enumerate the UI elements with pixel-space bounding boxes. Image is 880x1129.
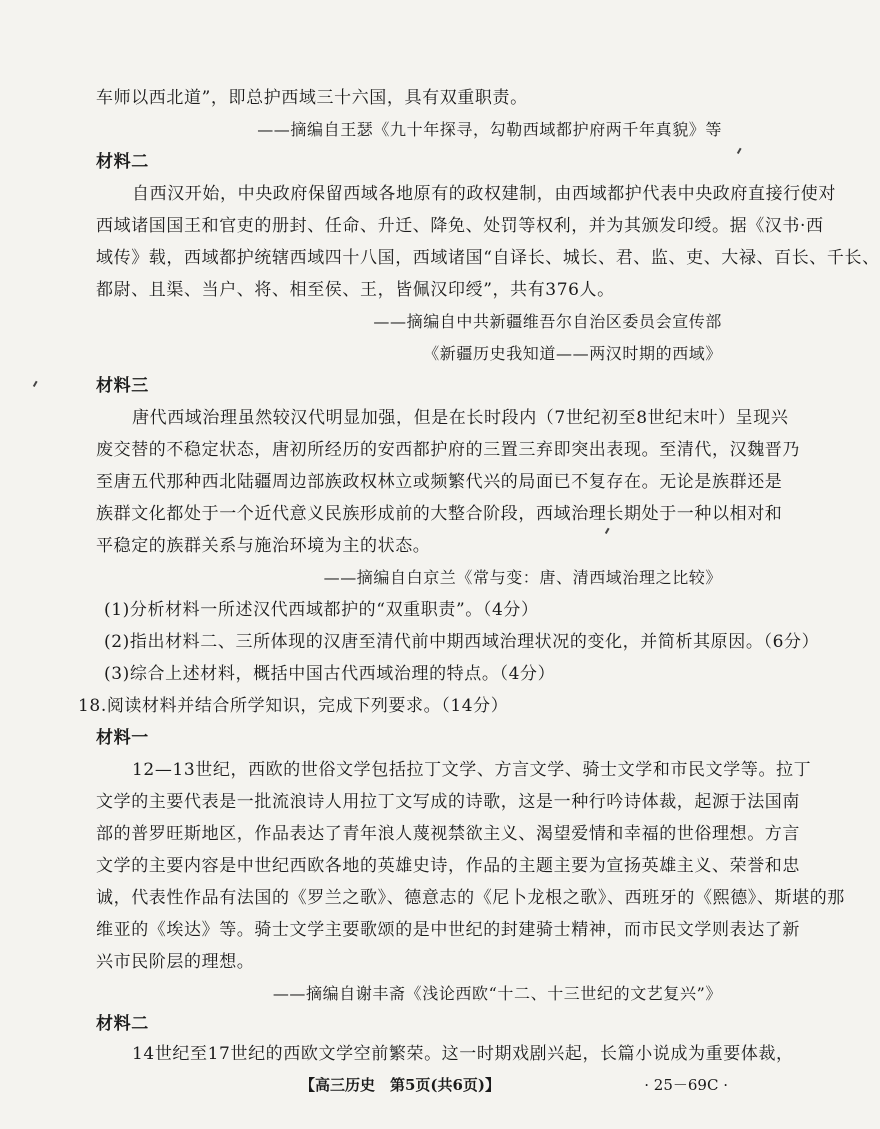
question-item: (3)综合上述材料，概括中国古代西域治理的特点。（4分）: [104, 664, 556, 684]
material-heading: 材料三: [96, 376, 149, 396]
footer-page-label: 【高三历史 第5页(共6页)】: [299, 1076, 501, 1094]
source-citation: ——摘编自中共新疆维吾尔自治区委员会宣传部: [373, 312, 722, 331]
text-line: 文学的主要内容是中世纪西欧各地的英雄史诗，作品的主题主要为宣扬英雄主义、荣誉和忠: [96, 856, 800, 876]
pencil-mark: [33, 381, 37, 387]
source-citation: ——摘编自王瑟《九十年探寻，勾勒西域都护府两千年真貌》等: [257, 120, 722, 139]
question-item: (1)分析材料一所述汉代西域都护的“双重职责”。（4分）: [104, 600, 539, 620]
page-footer: [0, 1072, 800, 1098]
text-line: 诚，代表性作品有法国的《罗兰之歌》、德意志的《尼卜龙根之歌》、西班牙的《熙德》、斯堪的那: [96, 888, 845, 908]
text-line: 自西汉开始，中央政府保留西域各地原有的政权建制，由西域都护代表中央政府直接行使对: [132, 184, 836, 204]
question-item: (2)指出材料二、三所体现的汉唐至清代前中期西域治理状况的变化，并简析其原因。（6分）: [104, 632, 820, 652]
source-citation: 《新疆历史我知道——两汉时期的西域》: [423, 344, 722, 363]
footer-code: · 25－69C ·: [644, 1076, 728, 1094]
text-line: 都尉、且渠、当户、将、相至侯、王，皆佩汉印绶”，共有376人。: [96, 280, 615, 300]
text-line: 废交替的不稳定状态，唐初所经历的安西都护府的三置三弃即突出表现。至清代，汉魏晋乃: [96, 440, 800, 460]
pencil-mark: [605, 528, 609, 534]
text-line: 维亚的《埃达》等。骑士文学主要歌颂的是中世纪的封建骑士精神，而市民文学则表达了新: [96, 920, 800, 940]
text-line: 唐代西域治理虽然较汉代明显加强，但是在长时段内（7世纪初至8世纪末叶）呈现兴: [132, 408, 789, 428]
text-line: 部的普罗旺斯地区，作品表达了青年浪人蔑视禁欲主义、渴望爱情和幸福的世俗理想。方言: [96, 824, 800, 844]
question-number-18: 18.阅读材料并结合所学知识，完成下列要求。（14分）: [78, 696, 509, 716]
material-heading: 材料二: [96, 1014, 149, 1034]
text-line: 族群文化都处于一个近代意义民族形成前的大整合阶段，西域治理长期处于一种以相对和: [96, 504, 783, 524]
text-line: 至唐五代那种西北陆疆周边部族政权林立或频繁代兴的局面已不复存在。无论是族群还是: [96, 472, 783, 492]
text-line: 兴市民阶层的理想。: [96, 952, 255, 972]
source-citation: ——摘编自白京兰《常与变：唐、清西域治理之比较》: [323, 568, 722, 587]
text-line: 文学的主要代表是一批流浪诗人用拉丁文写成的诗歌，这是一种行吟诗体裁，起源于法国南: [96, 792, 800, 812]
text-line: 西域诸国国王和官吏的册封、任命、升迁、降免、处罚等权利，并为其颁发印绶。据《汉书·西: [96, 216, 824, 236]
pencil-mark: [737, 148, 741, 154]
text-line: 车师以西北道”，即总护西域三十六国，具有双重职责。: [96, 88, 528, 108]
source-citation: ——摘编自谢丰斋《浅论西欧“十二、十三世纪的文艺复兴”》: [272, 984, 722, 1003]
text-line: 域传》载，西域都护统辖西域四十八国，西域诸国“自译长、城长、君、监、吏、大禄、百长、千长、: [96, 248, 880, 268]
text-line: 12—13世纪，西欧的世俗文学包括拉丁文学、方言文学、骑士文学和市民文学等。拉丁: [132, 760, 812, 780]
material-heading: 材料一: [96, 728, 149, 748]
text-line: 平稳定的族群关系与施治环境为主的状态。: [96, 536, 431, 556]
material-heading: 材料二: [96, 152, 149, 172]
text-line: 14世纪至17世纪的西欧文学空前繁荣。这一时期戏剧兴起，长篇小说成为重要体裁，: [132, 1044, 794, 1064]
